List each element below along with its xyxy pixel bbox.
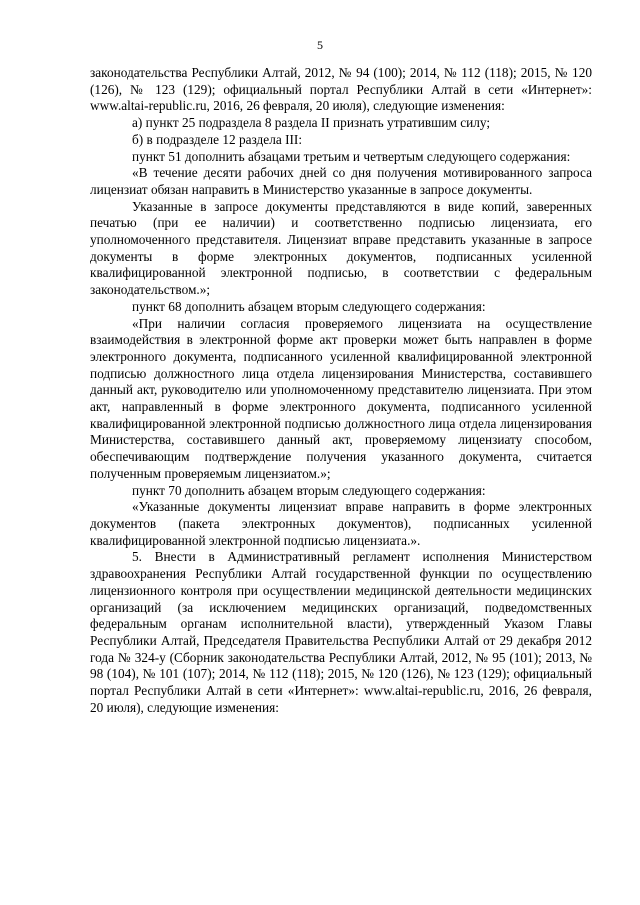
paragraph: «Указанные документы лицензиат вправе направить в форме электронных документов (пакета электронных документов), подписанных усиленной квалифицированной электронной подписью лицензиата.».: [90, 499, 592, 548]
paragraph: пункт 51 дополнить абзацами третьим и четвертым следующего содержания:: [132, 148, 571, 164]
paragraph: Указанные в запросе документы представляются в виде копий, заверенных печатью (при ее наличии) и соответственно подписью лицензиата, его уполномоченного представителя. Лицензиат вправе представить указанные в запросе документы в форме электронных документов, подписанных усиленной квалифицированной электронной подписью, в соответствии с федеральным законодательством.»;: [90, 198, 592, 298]
paragraph: 5. Внести в Административный регламент исполнения Министерством здравоохранения Республики Алтай государственной функции по осуществлению лицензионного контроля при осуществлении медицинской деятельности медицинских организаций (за исключением медицинских организаций, подведомственных федеральным органам исполнительной власти), утвержденный Указом Главы Республики Алтай, Председателя Правительства Республики Алтай от 29 декабря 2012 года № 324-у (Сборник законодательства Республики Алтай, 2012, № 95 (101); 2013, № 98 (104), № 101 (107); 2014, № 112 (118); 2015, № 120 (126), № 123 (129); официальный портал Республики Алтай в сети «Интернет»: www.altai-republic.ru, 2016, 26 февраля, 20 июля), следующие изменения:: [90, 549, 592, 715]
paragraph: законодательства Республики Алтай, 2012, № 94 (100); 2014, № 112 (118); 2015, № 120 (126), № 123 (129); официальный портал Республики Алтай в сети «Интернет»: www.altai-republic.ru, 2016, 26 февраля, 20 июля), следующие изменения:: [90, 65, 592, 114]
paragraph: пункт 68 дополнить абзацем вторым следующего содержания:: [132, 298, 486, 314]
document-body: [90, 65, 592, 716]
paragraph: пункт 70 дополнить абзацем вторым следующего содержания:: [132, 482, 486, 498]
page-number: 5: [317, 38, 323, 52]
paragraph: а) пункт 25 подраздела 8 раздела II признать утратившим силу;: [132, 115, 491, 131]
paragraph: «В течение десяти рабочих дней со дня получения мотивированного запроса лицензиат обязан направить в Министерство указанные в запросе документы.: [90, 165, 592, 197]
paragraph: б) в подразделе 12 раздела III:: [132, 131, 303, 147]
paragraph: «При наличии согласия проверяемого лицензиата на осуществление взаимодействия в электронной форме акт проверки может быть направлен в форме электронного документа, подписанного усиленной квалифицированной электронной подписью должностного лица отдела лицензирования Министерства, составившего данный акт, руководителю или уполномоченному представителю лицензиата. При этом акт, направленный в форме электронного документа, подписанного усиленной квалифицированной электронной подписью должностного лица отдела лицензирования Министерства, составившего данный акт, проверяемому лицензиату способом, обеспечивающим подтверждение получения указанного документа, считается полученным проверяемым лицензиатом.»;: [90, 315, 592, 481]
